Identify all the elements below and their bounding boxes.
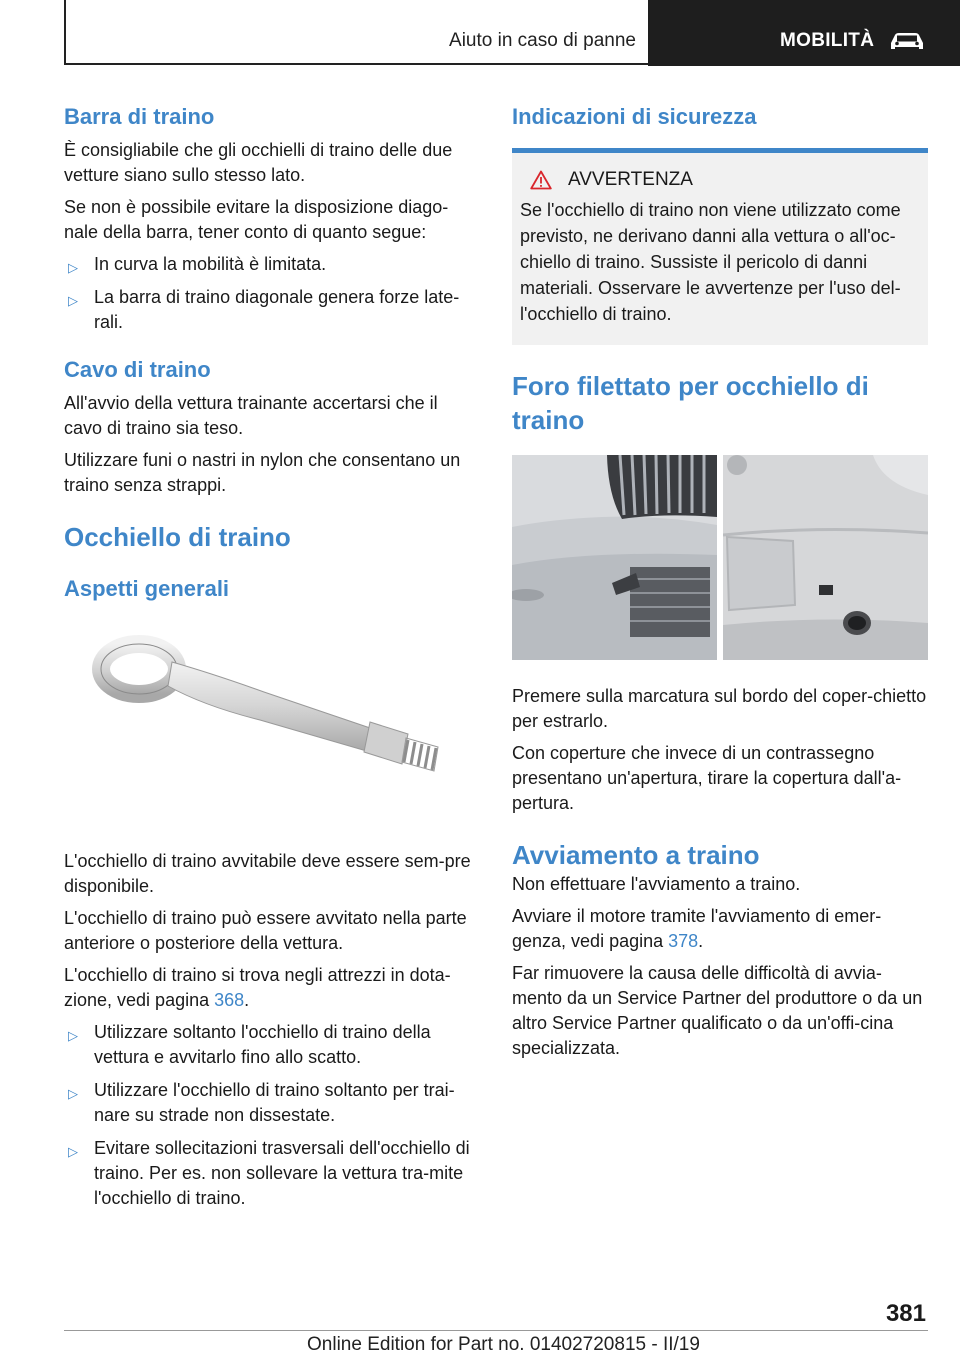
chapter-tab[interactable] <box>648 0 960 66</box>
avviamento-paragraph-2 <box>512 904 928 954</box>
barra-paragraph-1: È consigliabile che gli occhielli di traino delle due vetture siano sullo stesso lato. <box>64 140 453 185</box>
list-item-text: Utilizzare soltanto l'occhiello di traino della vettura e avvitarlo fino allo scatto. <box>94 1022 431 1067</box>
triangle-bullet-icon: ▷ <box>68 260 78 275</box>
chapter-tab-label: MOBILITÀ <box>780 30 875 51</box>
occhiello-list <box>64 1020 476 1211</box>
barra-paragraph-2: Se non è possibile evitare la disposizione diago-nale della barra, tener conto di quanto segue: <box>64 197 449 242</box>
list-item <box>64 1136 476 1211</box>
list-item <box>64 1020 476 1070</box>
list-item-text: Evitare sollecitazioni trasversali dell'occhiello di traino. Per es. non sollevare la vettura tra-mite l'occhiello di traino. <box>94 1138 470 1208</box>
left-column <box>64 100 476 1219</box>
bumper-photos <box>512 455 928 660</box>
occhiello-paragraph-1: L'occhiello di traino avvitabile deve essere sem-pre disponibile. <box>64 851 471 896</box>
footer-edition: Online Edition for Part no. 01402720815 - II/19 <box>307 1334 700 1355</box>
list-item <box>64 285 476 335</box>
footer-rule <box>64 1330 928 1331</box>
header-section-title: Aiuto in caso di panne <box>449 30 636 51</box>
warning-box <box>512 153 928 345</box>
paragraph-text: . <box>244 990 250 1010</box>
occhiello-paragraph-2: L'occhiello di traino può essere avvitato nella parte anteriore o posteriore della vettura. <box>64 908 467 953</box>
front-bumper-photo <box>512 455 717 660</box>
avviamento-heading: Avviamento a traino <box>512 840 760 870</box>
warning-text: Se l'occhiello di traino non viene utilizzato come previsto, ne derivano danni alla vettura o all'oc-chiello di traino. Sussiste il pericolo di danni materiali. Osservare le avvertenze per l'uso del-l'occhiello di traino. <box>520 200 901 324</box>
paragraph-text: Avviare il motore tramite l'avviamento di emer-genza, vedi pagina <box>512 906 882 951</box>
page-link-368[interactable]: 368 <box>214 990 245 1010</box>
towing-eye-illustration <box>64 614 476 819</box>
warning-triangle-icon <box>530 170 552 190</box>
header-divider-left <box>64 0 66 64</box>
foro-heading: Foro filettato per occhiello di traino <box>512 371 869 435</box>
right-column <box>512 100 928 1068</box>
paragraph-text: . <box>698 931 704 951</box>
warning-title <box>520 169 922 191</box>
occhiello-heading: Occhiello di traino <box>64 522 291 552</box>
avviamento-paragraph-3: Far rimuovere la causa delle difficoltà di avvia-mento da un Service Partner del produttore o da un altro Service Partner qualificato o da un'offi-cina specializzata. <box>512 963 923 1058</box>
triangle-bullet-icon: ▷ <box>68 1144 78 1159</box>
cavo-paragraph-1: All'avvio della vettura trainante accertarsi che il cavo di traino sia teso. <box>64 393 438 438</box>
triangle-bullet-icon: ▷ <box>68 293 78 308</box>
paragraph-text: L'occhiello di traino si trova negli attrezzi in dota-zione, vedi pagina <box>64 965 451 1010</box>
foro-paragraph-2: Con coperture che invece di un contrassegno presentano un'apertura, tirare la copertura dall'a-pertura. <box>512 743 902 813</box>
list-item-text: La barra di traino diagonale genera forze late-rali. <box>94 287 460 332</box>
occhiello-paragraph-3 <box>64 963 476 1013</box>
list-item <box>64 252 476 277</box>
page-link-378[interactable]: 378 <box>668 931 699 951</box>
page-number: 381 <box>885 1300 926 1327</box>
barra-list <box>64 252 476 335</box>
barra-heading: Barra di traino <box>64 104 215 129</box>
cavo-paragraph-2: Utilizzare funi o nastri in nylon che consentano un traino senza strappi. <box>64 450 461 495</box>
list-item <box>64 1078 476 1128</box>
sicurezza-heading: Indicazioni di sicurezza <box>512 104 757 129</box>
avviamento-paragraph-1: Non effettuare l'avviamento a traino. <box>512 874 801 894</box>
list-item-text: In curva la mobilità è limitata. <box>94 254 327 274</box>
triangle-bullet-icon: ▷ <box>68 1028 78 1043</box>
list-item-text: Utilizzare l'occhiello di traino soltanto per trai-nare su strade non dissestate. <box>94 1080 455 1125</box>
rear-bumper-photo <box>723 455 928 660</box>
header-divider-bottom <box>64 63 648 65</box>
cavo-heading: Cavo di traino <box>64 357 211 382</box>
triangle-bullet-icon: ▷ <box>68 1086 78 1101</box>
car-icon <box>888 30 926 58</box>
occhiello-subheading: Aspetti generali <box>64 576 230 601</box>
warning-label: AVVERTENZA <box>568 169 693 190</box>
foro-paragraph-1: Premere sulla marcatura sul bordo del coper-chietto per estrarlo. <box>512 686 927 731</box>
